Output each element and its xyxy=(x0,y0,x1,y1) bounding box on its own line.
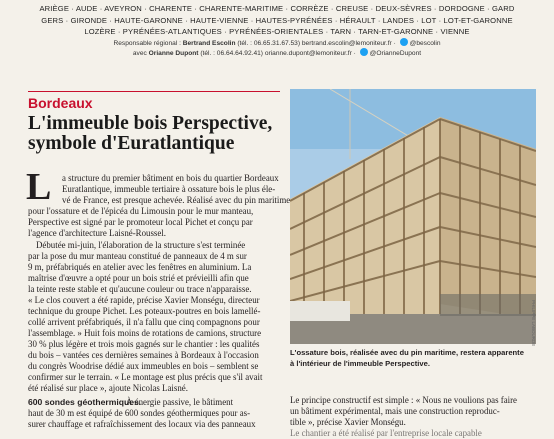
body-line: la teinte reste stable et qu'aucune couleur ou trace n'apparaisse. xyxy=(28,284,252,294)
right-column-line: tible », précise Xavier Monségu. xyxy=(290,417,406,427)
body-line: été réalisé sur place », ajoute Nicolas Laisné. xyxy=(28,383,188,393)
photo-caption xyxy=(290,348,536,369)
department-list-line-1: ARIÈGE · AUDE · AVEYRON · CHARENTE · CHARENTE-MARITIME · CORRÈZE · CREUSE · DEUX-SÈVRES · DORDOGNE · GARD xyxy=(39,4,515,13)
body-line: maîtrise d'œuvre a opté pour un bois strié et prévieilli afin que xyxy=(28,273,249,283)
body-line: l'assemblage. » Huit fois moins de rotations de camions, structure xyxy=(28,328,262,338)
body-line: pour l'ossature et de l'épicéa du Limousin pour le mur manteau, xyxy=(28,206,254,216)
body-line: 9 m, préfabriqués en atelier avec les fenêtres en aluminium. La xyxy=(28,262,252,272)
body-line: Perspective est signé par le promoteur local Pichet et conçu par xyxy=(28,217,253,227)
right-column-line: un bâtiment expérimental, mais une construction reproduc- xyxy=(290,406,500,416)
body-line: du congrès Woodrise dédié aux immeubles en bois – semblent se xyxy=(28,361,259,371)
body-line: Débutée mi-juin, l'élaboration de la structure s'est terminée xyxy=(36,240,246,250)
headline-line-1: L'immeuble bois Perspective, xyxy=(28,113,273,134)
subhead-geothermal: 600 sondes géothermiques. xyxy=(28,397,142,407)
contact-details-orianne[interactable]: (tél. : 06.64.64.92.41) orianne.dupont@lemoniteur.fr · xyxy=(198,50,358,57)
department-list-line-3: LOZÈRE · PYRÉNÉES-ATLANTIQUES · PYRÉNÉES-ORIENTALES · TARN · TARN-ET-GARONNE · VIENNE xyxy=(84,27,470,36)
contact-label: Responsable régional : xyxy=(113,40,183,47)
contact-name-bertrand: Bertrand Escolin xyxy=(182,40,236,47)
twitter-handle-bescolin[interactable]: @bescolin xyxy=(409,40,441,47)
twitter-icon xyxy=(360,48,368,56)
body-line: l'agence d'architecture Laisné-Roussel. xyxy=(28,228,166,238)
article-headline xyxy=(28,114,290,153)
department-list-line-2: GERS · GIRONDE · HAUTE-GARONNE · HAUTE-VIENNE · HAUTES-PYRÉNÉES · HÉRAULT · LANDES · LOT · LOT-ET-GARONNE xyxy=(41,16,513,25)
contact-with-label: avec xyxy=(132,50,149,57)
second-contact-line xyxy=(0,48,554,58)
body-line: vé de France, est presque achevée. Réalisé avec du pin maritime xyxy=(62,195,291,205)
body-line: collé arrivent préfabriqués, il n'a fallu que cinq compagnons pour xyxy=(28,317,260,327)
right-column-line: Le principe constructif est simple : « Nous ne voulions pas faire xyxy=(290,395,517,405)
regional-contact-line xyxy=(0,38,554,48)
contact-name-orianne: Orianne Dupont xyxy=(148,50,199,57)
article-kicker: Bordeaux xyxy=(28,95,93,111)
body-line: technique du groupe Pichet. Les poteaux-poutres en bois lamellé- xyxy=(28,306,261,316)
body-line: 30 % plus légère et trois mois gagnés sur le chantier : les qualités xyxy=(28,339,260,349)
section-rule xyxy=(28,91,280,92)
body-line: À énergie passive, le bâtiment xyxy=(126,397,234,407)
contact-details-bertrand[interactable]: (tél. : 06.65.31.67.53) bertrand.escolin@lemoniteur.fr · xyxy=(235,40,398,47)
body-line: haut de 30 m est équipé de 600 sondes géothermiques pour as- xyxy=(28,408,251,418)
body-line: du bois – vantées ces dernières semaines à Bordeaux à l'occasion xyxy=(28,350,259,360)
twitter-handle-orianne[interactable]: @OrianneDupont xyxy=(369,50,422,57)
body-line: Euratlantique, immeuble tertiaire à ossature bois le plus éle- xyxy=(62,184,276,194)
body-line: confirmer sur le terrain. « Le montage est plus précis que s'il avait xyxy=(28,372,263,382)
photo-credit: PHILIPPE LABOURDE xyxy=(531,300,536,347)
body-line: surer chauffage et rafraîchissement des locaux via des panneaux xyxy=(28,419,256,429)
right-column-line: Le chantier a été réalisé par l'entreprise locale capable xyxy=(290,428,482,438)
drop-cap: L xyxy=(26,166,52,208)
body-line: par la pose du mur manteau constitué de panneaux de 4 m sur xyxy=(28,251,247,261)
twitter-icon xyxy=(400,38,408,46)
caption-rest: à l'intérieur de l'immeuble Perspective. xyxy=(290,358,430,368)
body-line: « Le clos couvert a été rapide, précise Xavier Monségu, directeur xyxy=(28,295,260,305)
caption-bold: L'ossature bois, réalisée avec du pin maritime, restera apparente xyxy=(290,348,524,357)
building-photo xyxy=(290,89,536,347)
headline-line-2: symbole d'Euratlantique xyxy=(28,132,235,154)
body-line: a structure du premier bâtiment en bois du quartier Bordeaux xyxy=(62,173,279,183)
timber-frame-illustration xyxy=(290,89,536,347)
